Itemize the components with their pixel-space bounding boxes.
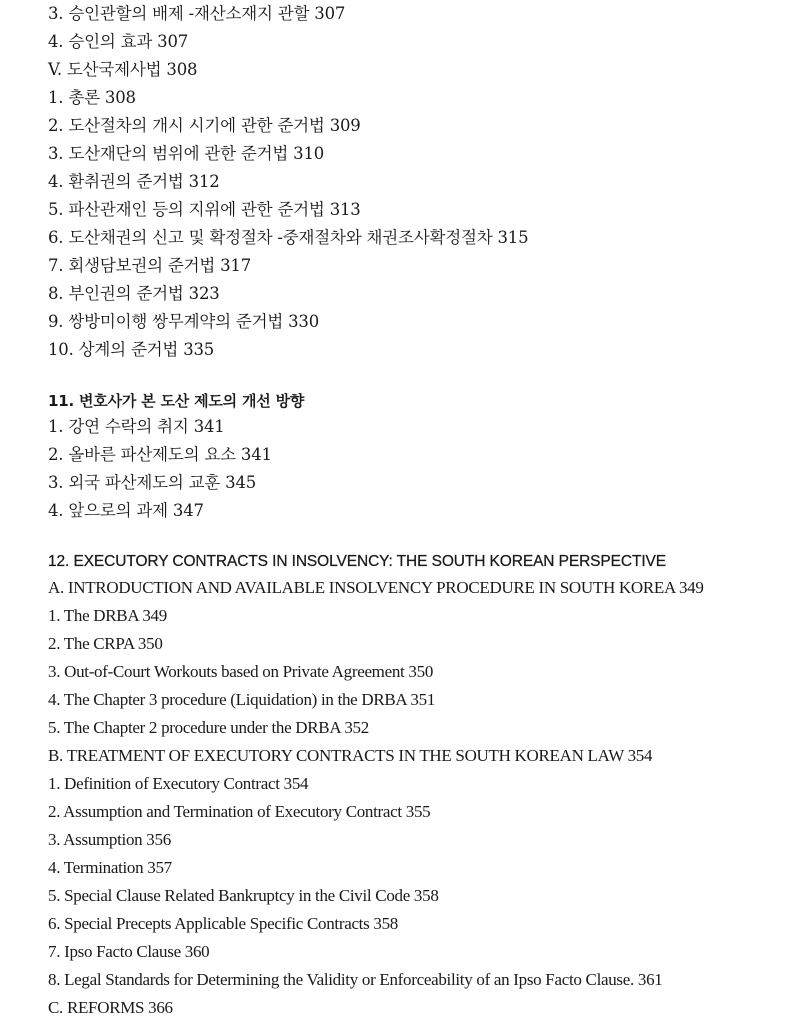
toc-entry: 8. 부인권의 준거법 323 xyxy=(48,284,220,303)
table-of-contents xyxy=(48,0,788,1022)
toc-entry: C. REFORMS 366 xyxy=(48,998,173,1017)
toc-entry: 4. 환취권의 준거법 312 xyxy=(48,172,220,191)
toc-entry: 5. 파산관재인 등의 지위에 관한 준거법 313 xyxy=(48,200,361,219)
toc-entry: 8. Legal Standards for Determining the Validity or Enforceability of an Ipso Facto Clause. 361 xyxy=(48,970,663,989)
section-heading: 11. 변호사가 본 도산 제도의 개선 방향 xyxy=(48,392,305,410)
toc-entry: V. 도산국제사법 308 xyxy=(48,60,198,79)
toc-entry: 1. 강연 수락의 취지 341 xyxy=(48,417,225,436)
toc-entry: 3. Out-of-Court Workouts based on Private Agreement 350 xyxy=(48,662,434,681)
toc-section-11 xyxy=(48,389,788,525)
toc-entry: A. INTRODUCTION AND AVAILABLE INSOLVENCY PROCEDURE IN SOUTH KOREA 349 xyxy=(48,578,704,597)
toc-entry: 1. 총론 308 xyxy=(48,88,136,107)
toc-entry: 2. The CRPA 350 xyxy=(48,634,163,653)
toc-entry: 4. 앞으로의 과제 347 xyxy=(48,501,204,520)
section-heading: 12. EXECUTORY CONTRACTS IN INSOLVENCY: THE SOUTH KOREAN PERSPECTIVE xyxy=(48,553,667,570)
section-gap xyxy=(48,364,788,389)
toc-entry: 3. 도산재단의 범위에 관한 준거법 310 xyxy=(48,144,325,163)
toc-entry: 10. 상계의 준거법 335 xyxy=(48,340,215,359)
toc-entry: 5. The Chapter 2 procedure under the DRBA 352 xyxy=(48,718,369,737)
toc-entry: 7. Ipso Facto Clause 360 xyxy=(48,942,210,961)
toc-entry: 6. 도산채권의 신고 및 확정절차 -중재절차와 채권조사확정절차 315 xyxy=(48,228,529,247)
toc-entry: 4. 승인의 효과 307 xyxy=(48,32,189,51)
toc-entry: 1. Definition of Executory Contract 354 xyxy=(48,774,309,793)
toc-entry: 1. The DRBA 349 xyxy=(48,606,167,625)
toc-entry: 6. Special Precepts Applicable Specific Contracts 358 xyxy=(48,914,398,933)
toc-block-continued xyxy=(48,0,788,364)
toc-entry: 3. 외국 파산제도의 교훈 345 xyxy=(48,473,257,492)
toc-entry: 7. 회생담보권의 준거법 317 xyxy=(48,256,252,275)
toc-entry: 2. Assumption and Termination of Executory Contract 355 xyxy=(48,802,431,821)
toc-entry: 5. Special Clause Related Bankruptcy in the Civil Code 358 xyxy=(48,886,439,905)
section-gap xyxy=(48,525,788,550)
toc-entry: 4. The Chapter 3 procedure (Liquidation) in the DRBA 351 xyxy=(48,690,436,709)
toc-entry: 4. Termination 357 xyxy=(48,858,172,877)
toc-entry: 9. 쌍방미이행 쌍무계약의 준거법 330 xyxy=(48,312,320,331)
toc-entry: 3. 승인관할의 배제 -재산소재지 관할 307 xyxy=(48,4,346,23)
toc-entry: 2. 도산절차의 개시 시기에 관한 준거법 309 xyxy=(48,116,361,135)
toc-section-12 xyxy=(48,550,788,1022)
toc-entry: 3. Assumption 356 xyxy=(48,830,171,849)
toc-entry: B. TREATMENT OF EXECUTORY CONTRACTS IN THE SOUTH KOREAN LAW 354 xyxy=(48,746,653,765)
toc-entry: 2. 올바른 파산제도의 요소 341 xyxy=(48,445,272,464)
